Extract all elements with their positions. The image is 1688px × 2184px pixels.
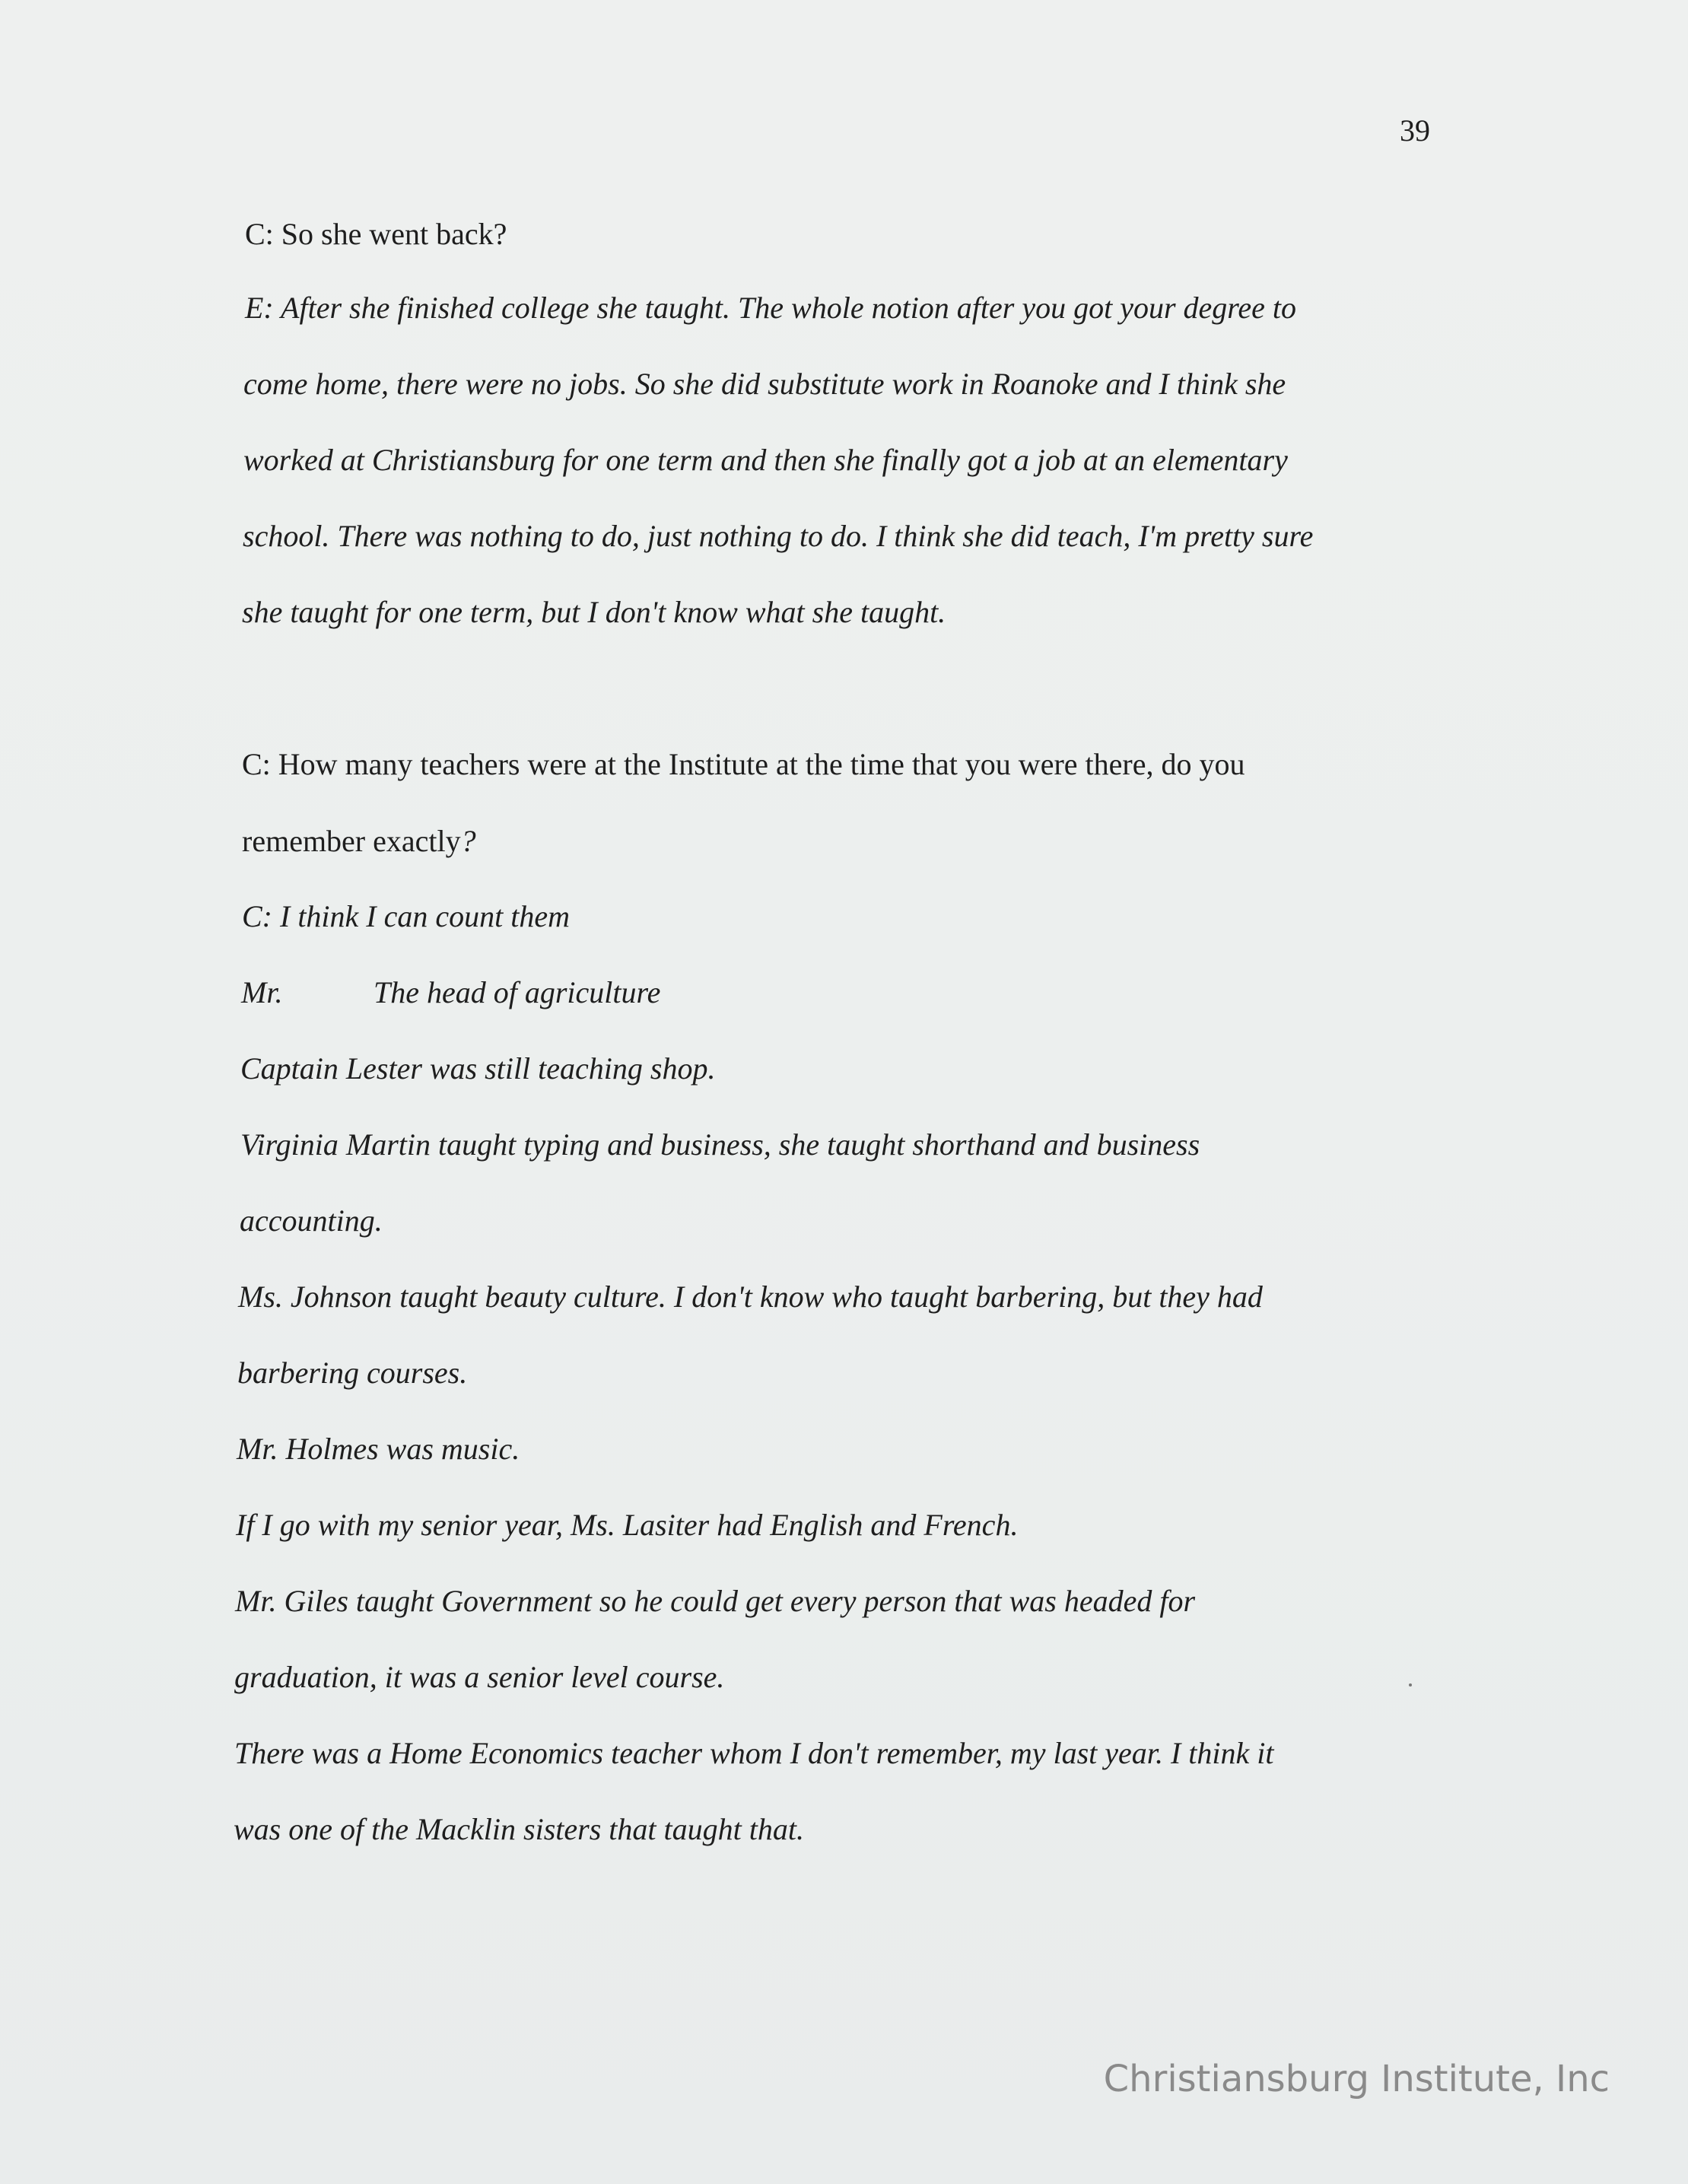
dust-speck (1409, 1683, 1412, 1686)
transcript-line (242, 823, 476, 860)
watermark: Christiansburg Institute, Inc (1103, 2058, 1610, 2100)
transcript-line: was one of the Macklin sisters that taught that. (234, 1812, 804, 1846)
line-text: remember exactly (242, 824, 461, 858)
transcript-line: she taught for one term, but I don't know what she taught. (242, 595, 946, 629)
page-number: 39 (1400, 113, 1430, 148)
transcript-line: There was a Home Economics teacher whom I don't remember, my last year. I think it (234, 1736, 1274, 1770)
transcript-line: C: How many teachers were at the Institute at the time that you were there, do you (242, 747, 1245, 781)
line-label: Mr. (241, 975, 283, 1009)
transcript-line: Mr. Giles taught Government so he could get every person that was headed for (235, 1584, 1196, 1618)
transcript-line: graduation, it was a senior level course. (234, 1660, 725, 1694)
transcript-line: school. There was nothing to do, just nothing to do. I think she did teach, I'm pretty sure (243, 519, 1314, 553)
line-text: The head of agriculture (374, 975, 661, 1009)
transcript-line: Ms. Johnson taught beauty culture. I don't know who taught barbering, but they had (238, 1280, 1263, 1314)
transcript-line: Virginia Martin taught typing and business, she taught shorthand and business (240, 1127, 1200, 1162)
transcript-line: Mr. Holmes was music. (237, 1432, 520, 1466)
transcript-line: Captain Lester was still teaching shop. (240, 1051, 716, 1086)
transcript-line: If I go with my senior year, Ms. Lasiter had English and French. (236, 1508, 1019, 1542)
transcript-line: C: I think I can count them (242, 899, 570, 933)
line-suffix: ? (460, 824, 476, 858)
transcript-line: E: After she finished college she taught. The whole notion after you got your degree to (245, 291, 1296, 325)
transcript-line: worked at Christiansburg for one term and then she finally got a job at an elementary (243, 443, 1288, 477)
transcript-line (241, 974, 660, 1011)
transcript-line: accounting. (240, 1203, 383, 1238)
transcript-line: C: So she went back? (245, 217, 507, 251)
transcript-line: come home, there were no jobs. So she did substitute work in Roanoke and I think she (243, 367, 1286, 401)
transcript-line: barbering courses. (237, 1356, 468, 1390)
